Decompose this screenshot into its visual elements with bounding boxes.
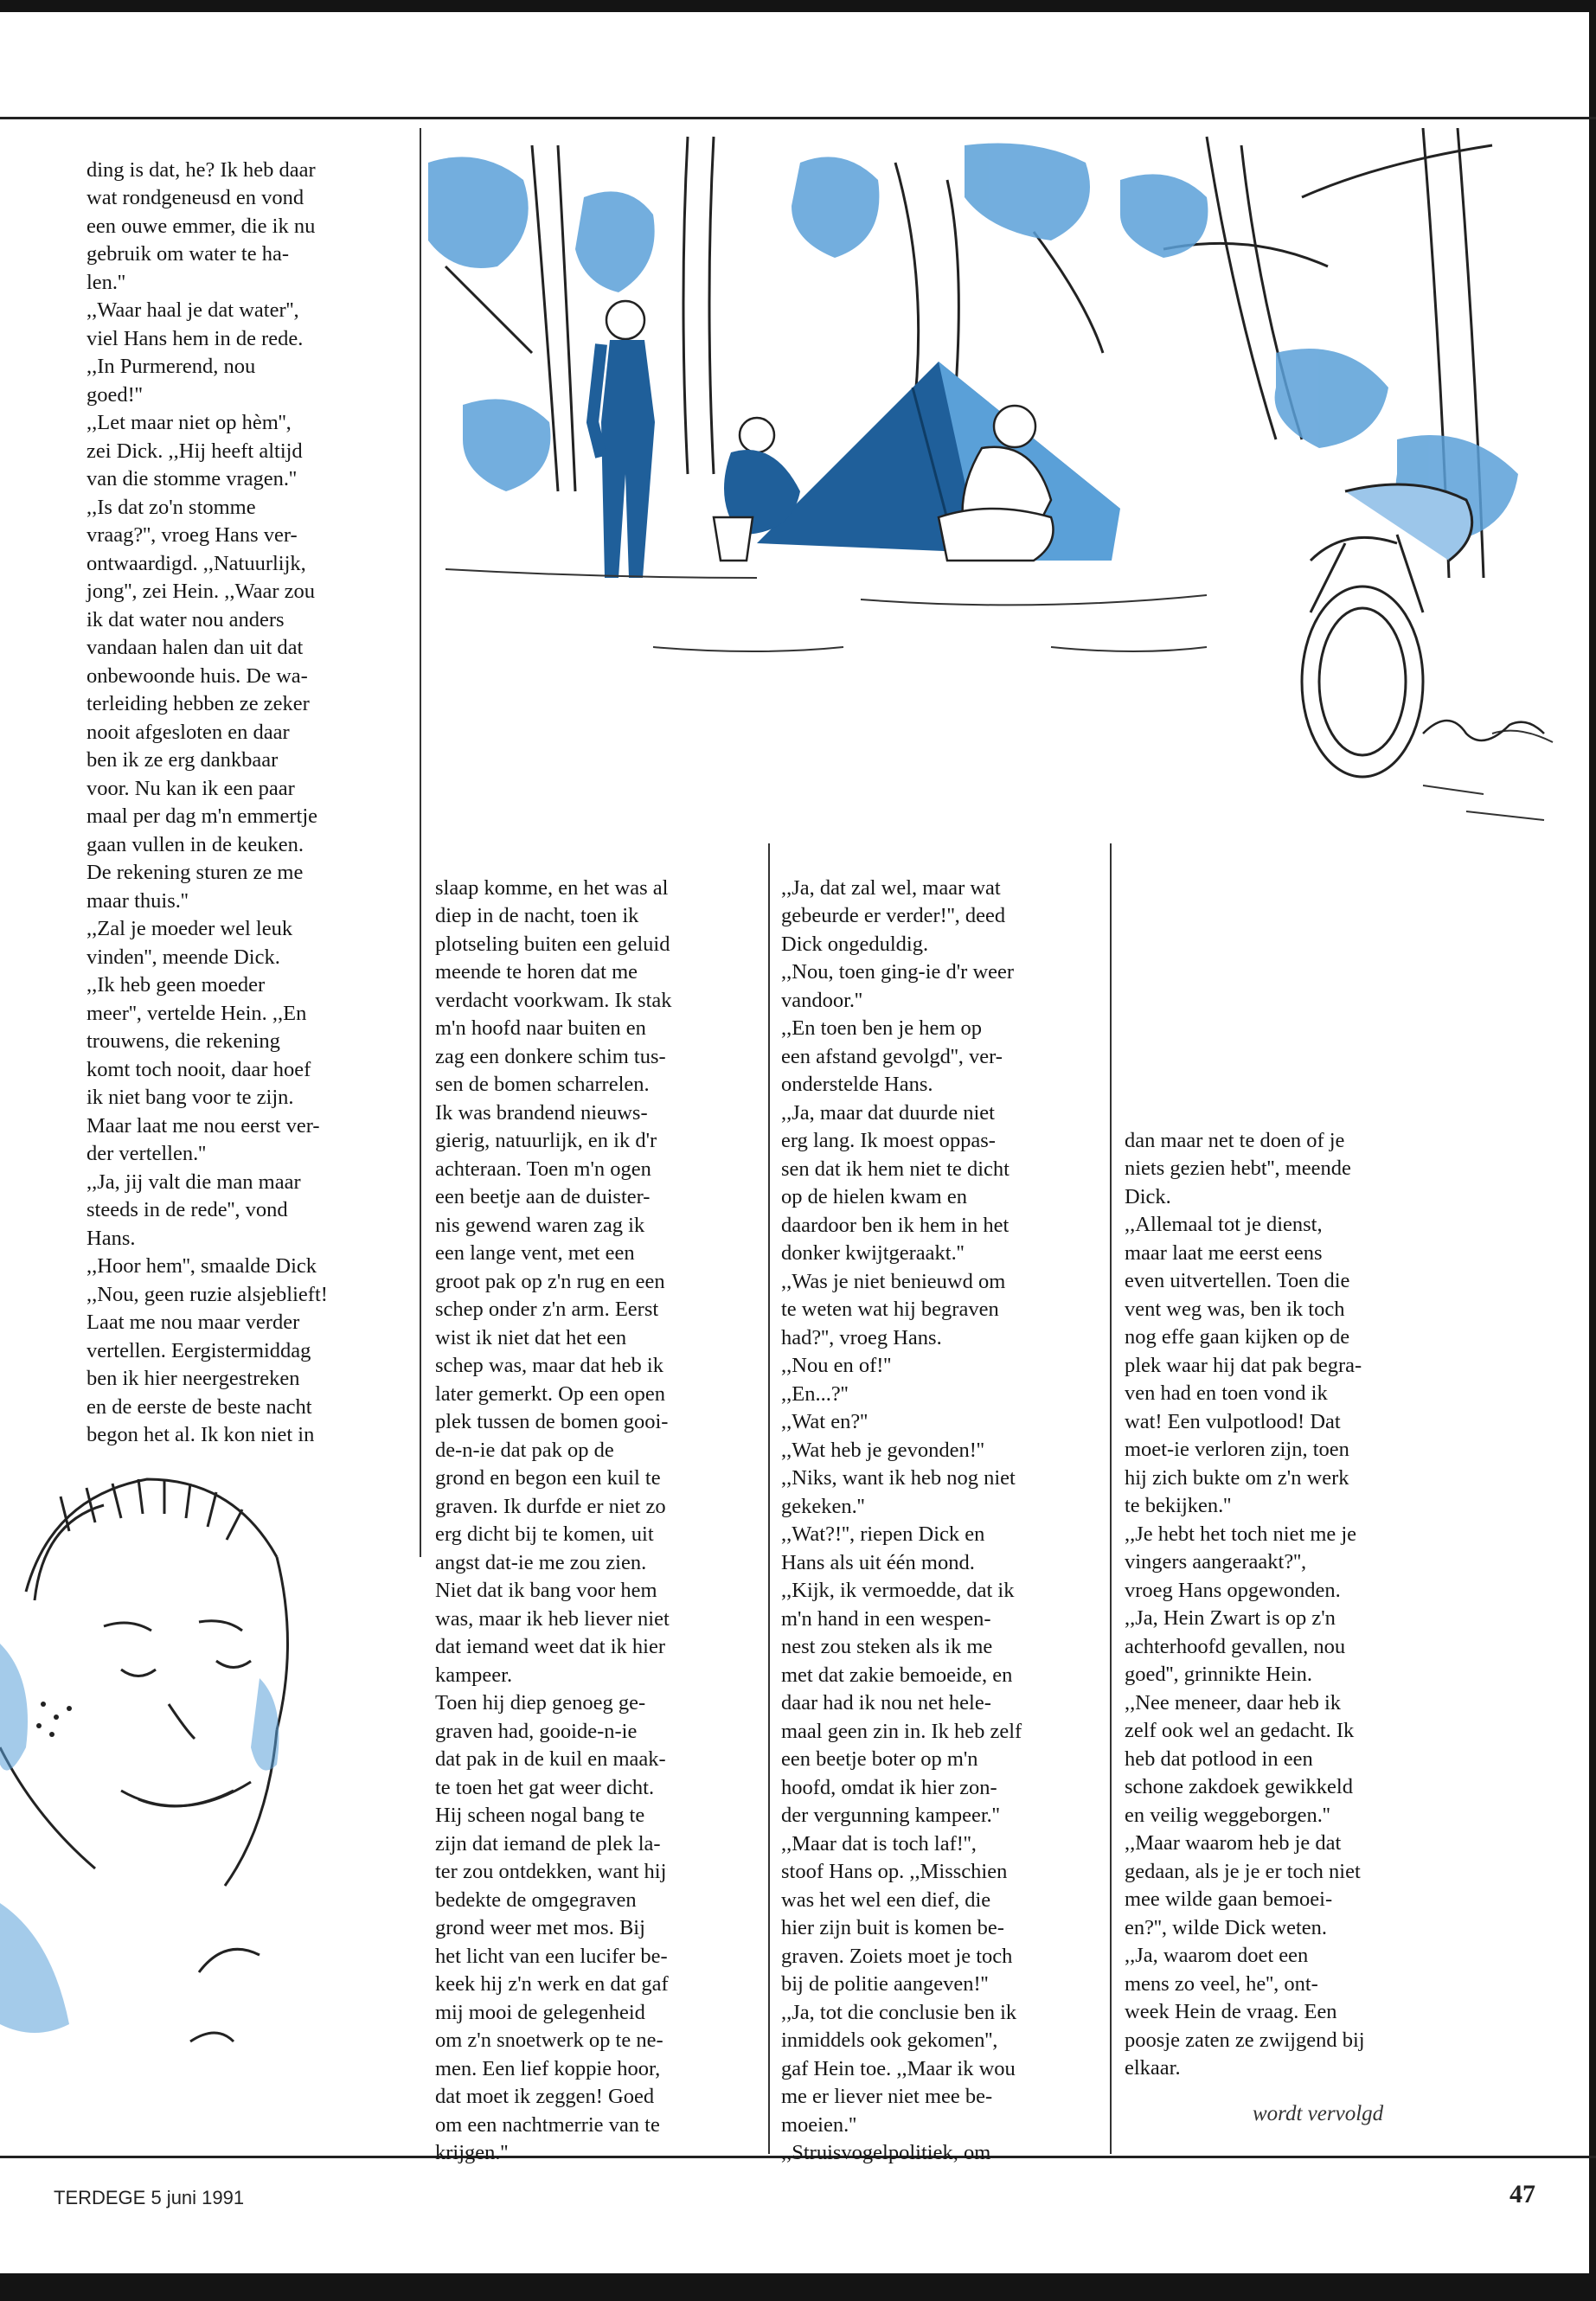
column-divider-2	[768, 843, 770, 2154]
continuation-note: wordt vervolgd	[1253, 2102, 1384, 2125]
page-border-right	[1589, 0, 1596, 2301]
column-divider-3	[1110, 843, 1112, 2154]
header-rule	[0, 117, 1596, 119]
column-2-text: slaap komme, en het was al diep in de nacht, toen ik plotseling buiten een geluid meende te horen dat me verdacht voorkwam. Ik stak m'n hoofd naar buiten en zag een donkere schim tus- sen de bomen scharrelen. Ik was brandend nieuws- gierig, natuurlijk, en ik d'r achteraan. Toen m'n ogen een beetje aan de duister- nis gewend waren zag ik een lange vent, met een groot pak op z'n rug en een schep onder z'n arm. Eerst wist ik niet dat het een schep was, maar dat heb ik later gemerkt. Op een open plek tussen de bomen gooi- de-n-ie dat pak op de grond en begon een kuil te graven. Ik durfde er niet zo erg dicht bij te komen, uit angst dat-ie me zou zien. Niet dat ik bang voor hem was, maar ik heb liever niet dat iemand weet dat ik hier kampeer. Toen hij diep genoeg ge- graven had, gooide-n-ie dat pak in de kuil en maak- te toen het gat weer dicht. Hij scheen nogal bang te zijn dat iemand de plek la- ter zou ontdekken, want hij bedekte de omgegraven grond weer met mos. Bij het licht van een lucifer be- keek hij z'n werk en dat gaf mij mooi de gelegenheid om z'n snoetwerk op te ne- men. Een lief koppie hoor, dat moet ik zeggen! Goed om een nachtmerrie van te krijgen.''	[435, 875, 672, 2164]
magazine-issue: TERDEGE 5 juni 1991	[54, 2187, 245, 2208]
text-column-3	[781, 846, 1108, 2195]
column-divider-1	[420, 128, 421, 1557]
text-column-2	[435, 846, 764, 2195]
page-number: 47	[1509, 2180, 1535, 2208]
text-column-4	[1125, 1099, 1452, 2111]
text-column-1	[87, 128, 413, 1477]
boy-portrait-sketch	[0, 1419, 329, 2093]
column-1-text: ding is dat, he? Ik heb daar wat rondgeneusd en vond een ouwe emmer, die ik nu gebruik om water te ha- len.'' ,,Waar haal je dat water'', viel Hans hem in de rede. ,,In Purmerend, nou goed!'' ,,Let maar niet op hèm'', zei Dick. ,,Hij heeft altijd van die stomme vragen.'' ,,Is dat zo'n stomme vraag?'', vroeg Hans ver- ontwaardigd. ,,Natuurlijk, jong'', zei Hein. ,,Waar zou ik dat water nou anders vandaan halen dan uit dat onbewoonde huis. De wa- terleiding hebben ze zeker nooit afgesloten en daar ben ik ze erg dankbaar voor. Nu kan ik een paar maal per dag m'n emmertje gaan vullen in de keuken. De rekening sturen ze me maar thuis.'' ,,Zal je moeder wel leuk vinden'', meende Dick. ,,Ik heb geen moeder meer'', vertelde Hein. ,,En trouwens, die rekening komt toch nooit, daar hoef ik niet bang voor te zijn. Maar laat me nou eerst ver- der vertellen.'' ,,Ja, jij valt die man maar steeds in de rede'', vond Hans. ,,Hoor hem'', smaalde Dick ,,Nou, geen ruzie alsjeblieft! Laat me nou maar verder vertellen. Eergistermiddag ben ik hier neergestreken en de eerste de beste nacht begon het al. Ik kon niet in	[87, 157, 328, 1446]
column-3-text: ,,Ja, dat zal wel, maar wat gebeurde er verder!'', deed Dick ongeduldig. ,,Nou, toen ging-ie d'r weer vandoor.'' ,,En toen ben je hem op een afstand gevolgd'', ver- onderstelde Hans. ,,Ja, maar dat duurde niet erg lang. Ik moest oppas- sen dat ik hem niet te dicht op de hielen kwam en daardoor ben ik hem in het donker kwijtgeraakt.'' ,,Was je niet benieuwd om te weten wat hij begraven had?'', vroeg Hans. ,,Nou en of!'' ,,En...?'' ,,Wat en?'' ,,Wat heb je gevonden!'' ,,Niks, want ik heb nog niet gekeken.'' ,,Wat?!'', riepen Dick en Hans als uit één mond. ,,Kijk, ik vermoedde, dat ik m'n hand in een wespen- nest zou steken als ik me met dat zakie bemoeide, en daar had ik nou net hele- maal geen zin in. Ik heb zelf een beetje boter op m'n hoofd, omdat ik hier zon- der vergunning kampeer.'' ,,Maar dat is toch laf!'', stoof Hans op. ,,Misschien was het wel een dief, die hier zijn buit is komen be- graven. Zoiets moet je toch bij de politie aangeven!'' ,,Ja, tot die conclusie ben ik inmiddels ook gekomen'', gaf Hein toe. ,,Maar ik wou me er liever niet mee be- moeien.'' ,,Struisvogelpolitiek, om	[781, 875, 1022, 2164]
column-4-text: dan maar net te doen of je niets gezien hebt'', meende Dick. ,,Allemaal tot je dienst, maar laat me eerst eens even uitvertellen. Toen die vent weg was, ben ik toch nog effe gaan kijken op de plek waar hij dat pak begra- ven had en toen vond ik wat! Een vulpotlood! Dat moet-ie verloren zijn, toen hij zich bukte om z'n werk te bekijken.'' ,,Je hebt het toch niet me je vingers aangeraakt?'', vroeg Hans opgewonden. ,,Ja, Hein Zwart is op z'n achterhoofd gevallen, nou goed'', grinnikte Hein. ,,Nee meneer, daar heb ik zelf ook wel an gedacht. Ik heb dat potlood in een schone zakdoek gewikkeld en veilig weggeborgen.'' ,,Maar waarom heb je dat gedaan, als je je er toch niet mee wilde gaan bemoei- en?'', wilde Dick weten. ,,Ja, waarom doet een mens zo veel, he'', ont- week Hein de vraag. Een poosje zaten ze zwijgend bij elkaar.	[1125, 1128, 1365, 2080]
page-border-top	[0, 0, 1596, 12]
page-border-bottom	[0, 2273, 1596, 2301]
